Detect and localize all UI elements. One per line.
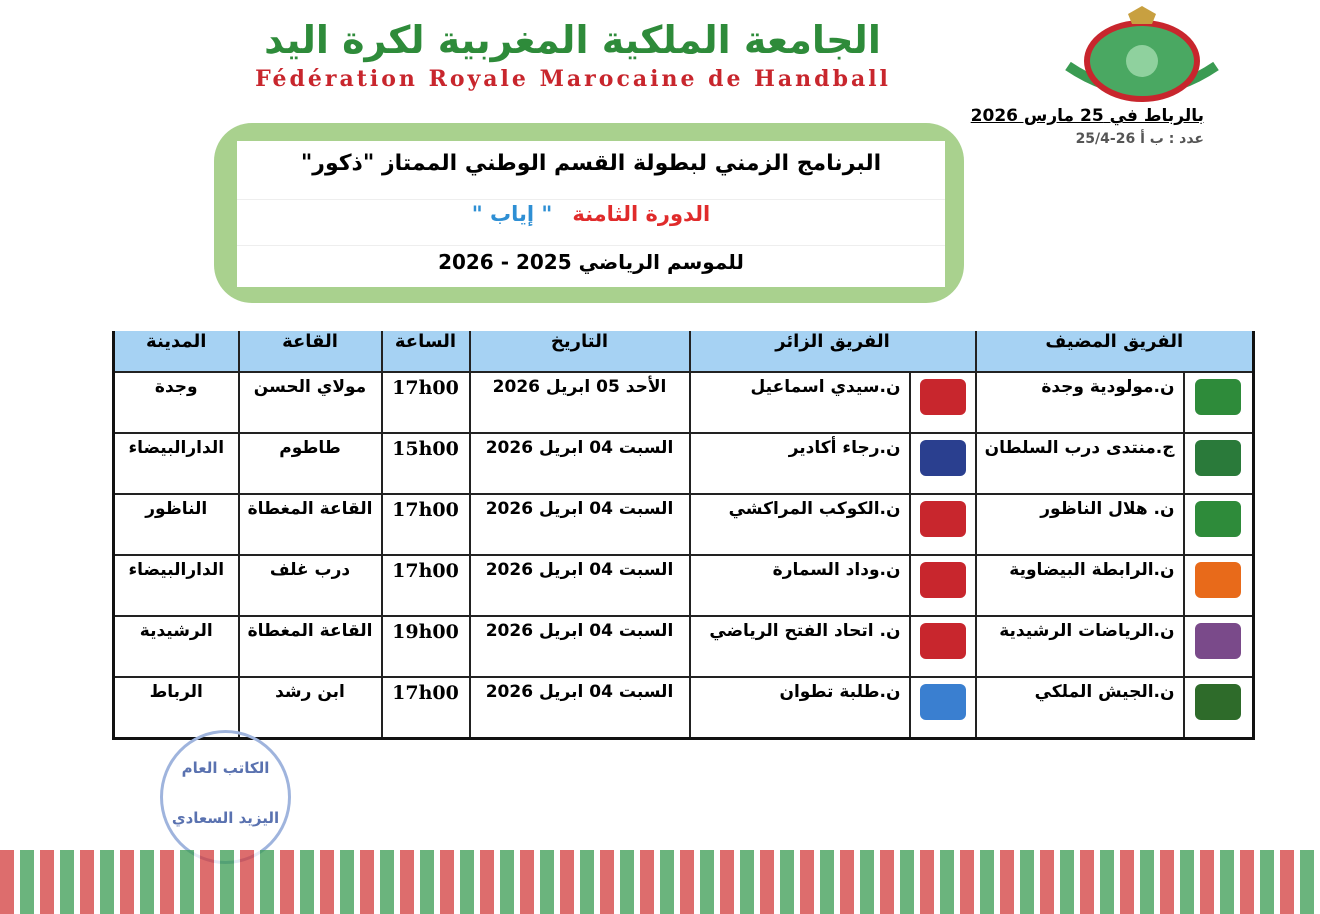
- match-date: السبت 04 ابريل 2026: [470, 433, 690, 494]
- header-host: الفريق المضيف: [976, 330, 1254, 373]
- hall-name: طاطوم: [239, 433, 382, 494]
- match-date: السبت 04 ابريل 2026: [470, 616, 690, 677]
- visitor-name: ن.سيدي اسماعيل: [690, 372, 910, 433]
- reference-number: عدد : ب أ 26-25/4: [1075, 131, 1204, 147]
- team-logo-icon: [1195, 684, 1241, 720]
- team-logo-icon: [920, 562, 966, 598]
- table-row: [114, 616, 1254, 677]
- host-logo: [1184, 677, 1254, 739]
- header-time: الساعة: [382, 330, 470, 373]
- match-time: 19h00: [382, 616, 470, 677]
- host-logo: [1184, 555, 1254, 616]
- round-name: الدورة الثامنة: [572, 202, 711, 226]
- city-name: وجدة: [114, 372, 239, 433]
- header-city: المدينة: [114, 330, 239, 373]
- place-date: بالرباط في 25 مارس 2026: [970, 106, 1204, 126]
- visitor-name: ن.الكوكب المراكشي: [690, 494, 910, 555]
- team-logo-icon: [920, 379, 966, 415]
- hall-name: درب غلف: [239, 555, 382, 616]
- city-name: الرشيدية: [114, 616, 239, 677]
- host-name: ن.مولودية وجدة: [976, 372, 1184, 433]
- host-logo: [1184, 433, 1254, 494]
- host-name: ن. هلال الناظور: [976, 494, 1184, 555]
- title-banner-content: [237, 141, 945, 287]
- visitor-logo: [910, 616, 976, 677]
- city-name: الرباط: [114, 677, 239, 739]
- table-row: [114, 433, 1254, 494]
- host-name: ن.الرياضات الرشيدية: [976, 616, 1184, 677]
- visitor-name: ن.طلبة تطوان: [690, 677, 910, 739]
- city-name: الناظور: [114, 494, 239, 555]
- host-logo: [1184, 372, 1254, 433]
- visitor-name: ن.رجاء أكادير: [690, 433, 910, 494]
- schedule-title: البرنامج الزمني لبطولة القسم الوطني الممتاز "ذكور": [300, 151, 882, 176]
- hall-name: القاعة المغطاة: [239, 494, 382, 555]
- match-time: 17h00: [382, 372, 470, 433]
- signature-name: اليزيد السعادي: [171, 809, 280, 827]
- team-logo-icon: [920, 684, 966, 720]
- match-time: 17h00: [382, 677, 470, 739]
- host-logo: [1184, 494, 1254, 555]
- host-name: ن.الرابطة البيضاوية: [976, 555, 1184, 616]
- match-date: السبت 04 ابريل 2026: [470, 494, 690, 555]
- signature-title: الكاتب العام: [181, 759, 270, 777]
- table-row: [114, 677, 1254, 739]
- decorative-footer-pattern: [0, 850, 1320, 914]
- team-logo-icon: [920, 501, 966, 537]
- host-name: ج.منتدى درب السلطان: [976, 433, 1184, 494]
- team-logo-icon: [1195, 379, 1241, 415]
- table-row: [114, 372, 1254, 433]
- match-time: 15h00: [382, 433, 470, 494]
- visitor-logo: [910, 555, 976, 616]
- match-time: 17h00: [382, 494, 470, 555]
- header-visitor: الفريق الزائر: [690, 330, 976, 373]
- visitor-logo: [910, 677, 976, 739]
- visitor-name: ن.وداد السمارة: [690, 555, 910, 616]
- visitor-logo: [910, 372, 976, 433]
- match-date: الأحد 05 ابريل 2026: [470, 372, 690, 433]
- team-logo-icon: [1195, 623, 1241, 659]
- city-name: الدارالبيضاء: [114, 555, 239, 616]
- season-label: للموسم الرياضي 2025 - 2026: [237, 245, 945, 274]
- host-logo: [1184, 616, 1254, 677]
- hall-name: ابن رشد: [239, 677, 382, 739]
- schedule-table: [112, 328, 1255, 740]
- match-date: السبت 04 ابريل 2026: [470, 677, 690, 739]
- match-date: السبت 04 ابريل 2026: [470, 555, 690, 616]
- visitor-logo: [910, 494, 976, 555]
- team-logo-icon: [920, 440, 966, 476]
- hall-name: القاعة المغطاة: [239, 616, 382, 677]
- city-name: الدارالبيضاء: [114, 433, 239, 494]
- round-title: [237, 199, 945, 226]
- visitor-logo: [910, 433, 976, 494]
- table-row: [114, 555, 1254, 616]
- leg-label: " إياب ": [471, 202, 553, 226]
- table-row: [114, 494, 1254, 555]
- federation-title-arabic: الجامعة الملكية المغربية لكرة اليد: [264, 18, 881, 62]
- match-time: 17h00: [382, 555, 470, 616]
- header-date: التاريخ: [470, 330, 690, 373]
- team-logo-icon: [1195, 440, 1241, 476]
- signature-stamp: [160, 730, 291, 864]
- team-logo-icon: [1195, 501, 1241, 537]
- team-logo-icon: [920, 623, 966, 659]
- table-header-row: [114, 330, 1254, 373]
- team-logo-icon: [1195, 562, 1241, 598]
- visitor-name: ن. اتحاد الفتح الرياضي: [690, 616, 910, 677]
- header-hall: القاعة: [239, 330, 382, 373]
- host-name: ن.الجيش الملكي: [976, 677, 1184, 739]
- federation-logo: [1058, 6, 1226, 106]
- federation-title-french: Fédération Royale Marocaine de Handball: [255, 66, 891, 92]
- hall-name: مولاي الحسن: [239, 372, 382, 433]
